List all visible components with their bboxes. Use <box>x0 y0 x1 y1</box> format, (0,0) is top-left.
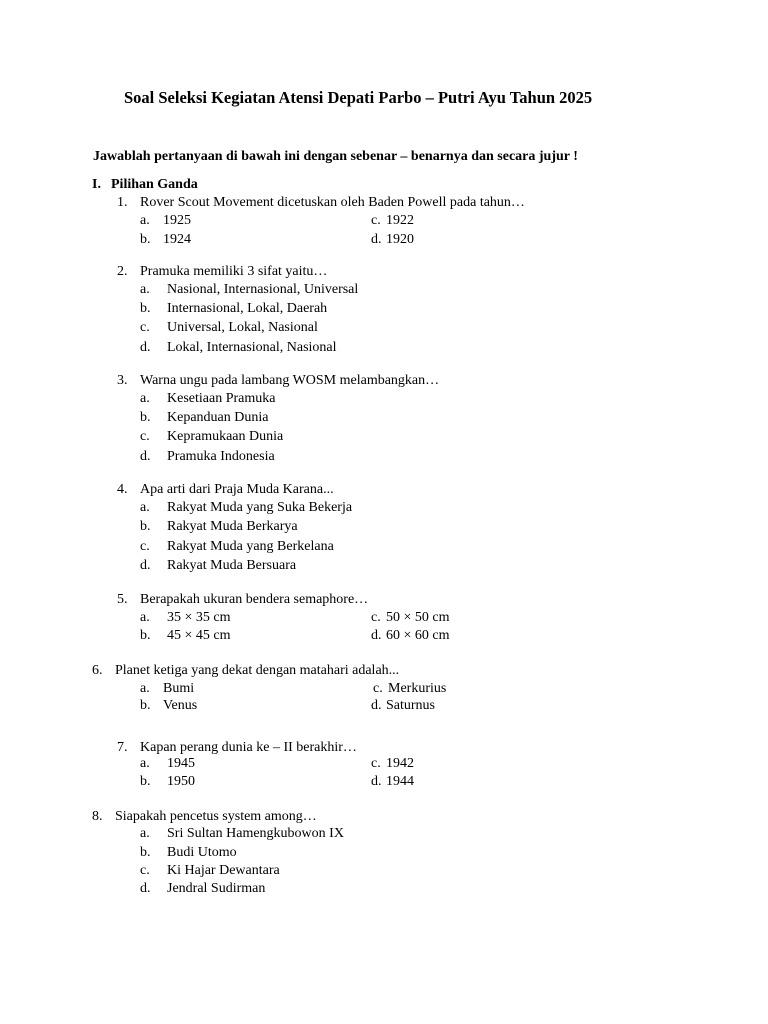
option-letter: b. <box>140 519 151 534</box>
question-text: Warna ungu pada lambang WOSM melambangkan… <box>140 373 440 388</box>
question-number: 5. <box>117 592 128 607</box>
option-text: Sri Sultan Hamengkubowon IX <box>167 826 344 841</box>
option-text: 1942 <box>386 756 414 771</box>
question-number: 2. <box>117 264 128 279</box>
question-number: 4. <box>117 482 128 497</box>
question-text: Siapakah pencetus system among… <box>115 809 317 824</box>
option-text: Budi Utomo <box>167 845 237 860</box>
option-text: 1924 <box>163 232 191 247</box>
section-label: Pilihan Ganda <box>111 177 198 192</box>
option-text: Lokal, Internasional, Nasional <box>167 340 337 355</box>
option-letter: d. <box>371 698 382 713</box>
option-text: 60 × 60 cm <box>386 628 450 643</box>
option-letter: d. <box>140 449 151 464</box>
option-letter: d. <box>140 558 151 573</box>
option-text: 1920 <box>386 232 414 247</box>
option-text: Ki Hajar Dewantara <box>167 863 280 878</box>
option-text: Kesetiaan Pramuka <box>167 391 276 406</box>
option-text: Merkurius <box>388 681 447 696</box>
option-letter: d. <box>371 774 382 789</box>
option-letter: d. <box>140 340 151 355</box>
question-text: Apa arti dari Praja Muda Karana... <box>140 482 334 497</box>
question-number: 1. <box>117 195 128 210</box>
option-letter: a. <box>140 391 150 406</box>
option-text: Saturnus <box>386 698 435 713</box>
option-letter: b. <box>140 410 151 425</box>
option-letter: c. <box>371 213 381 228</box>
option-letter: c. <box>371 610 381 625</box>
option-letter: d. <box>371 628 382 643</box>
question-number: 6. <box>92 663 103 678</box>
option-text: Universal, Lokal, Nasional <box>167 320 318 335</box>
option-letter: c. <box>140 539 150 554</box>
option-letter: d. <box>140 881 151 896</box>
option-text: 35 × 35 cm <box>167 610 231 625</box>
question-text: Rover Scout Movement dicetuskan oleh Baden Powell pada tahun… <box>140 195 525 210</box>
option-letter: a. <box>140 500 150 515</box>
option-text: Rakyat Muda Bersuara <box>167 558 297 573</box>
question-number: 3. <box>117 373 128 388</box>
option-text: 1950 <box>167 774 195 789</box>
option-letter: d. <box>371 232 382 247</box>
option-letter: c. <box>371 756 381 771</box>
option-letter: a. <box>140 282 150 297</box>
option-letter: c. <box>140 863 150 878</box>
option-text: 1925 <box>163 213 191 228</box>
option-text: Jendral Sudirman <box>167 881 266 896</box>
option-text: Rakyat Muda yang Berkelana <box>167 539 334 554</box>
instruction-text: Jawablah pertanyaan di bawah ini dengan sebenar – benarnya dan secara jujur ! <box>93 149 578 164</box>
option-text: Nasional, Internasional, Universal <box>167 282 359 297</box>
option-letter: a. <box>140 681 150 696</box>
option-letter: a. <box>140 756 150 771</box>
question-text: Planet ketiga yang dekat dengan matahari adalah... <box>115 663 400 678</box>
option-letter: b. <box>140 232 151 247</box>
option-letter: a. <box>140 610 150 625</box>
option-text: Rakyat Muda yang Suka Bekerja <box>167 500 353 515</box>
question-text: Pramuka memiliki 3 sifat yaitu… <box>140 264 328 279</box>
question-text: Kapan perang dunia ke – II berakhir… <box>140 740 357 755</box>
page-title: Soal Seleksi Kegiatan Atensi Depati Parbo – Putri Ayu Tahun 2025 <box>124 88 593 107</box>
option-letter: b. <box>140 301 151 316</box>
option-letter: c. <box>140 320 150 335</box>
option-text: 1945 <box>167 756 195 771</box>
question-number: 8. <box>92 809 103 824</box>
option-letter: c. <box>373 681 383 696</box>
option-letter: b. <box>140 628 151 643</box>
question-text: Berapakah ukuran bendera semaphore… <box>140 592 369 607</box>
option-text: 1922 <box>386 213 414 228</box>
option-letter: c. <box>140 429 150 444</box>
option-text: Kepanduan Dunia <box>167 410 269 425</box>
question-number: 7. <box>117 740 128 755</box>
option-text: 45 × 45 cm <box>167 628 231 643</box>
option-text: 50 × 50 cm <box>386 610 450 625</box>
option-text: Bumi <box>163 681 195 696</box>
option-text: Kepramukaan Dunia <box>167 429 284 444</box>
option-text: Rakyat Muda Berkarya <box>167 519 298 534</box>
option-letter: a. <box>140 213 150 228</box>
option-letter: b. <box>140 845 151 860</box>
option-letter: b. <box>140 774 151 789</box>
option-text: Internasional, Lokal, Daerah <box>167 301 328 316</box>
option-letter: a. <box>140 826 150 841</box>
option-text: Pramuka Indonesia <box>167 449 275 464</box>
option-letter: b. <box>140 698 151 713</box>
section-number: I. <box>92 177 101 192</box>
option-text: Venus <box>163 698 198 713</box>
option-text: 1944 <box>386 774 414 789</box>
